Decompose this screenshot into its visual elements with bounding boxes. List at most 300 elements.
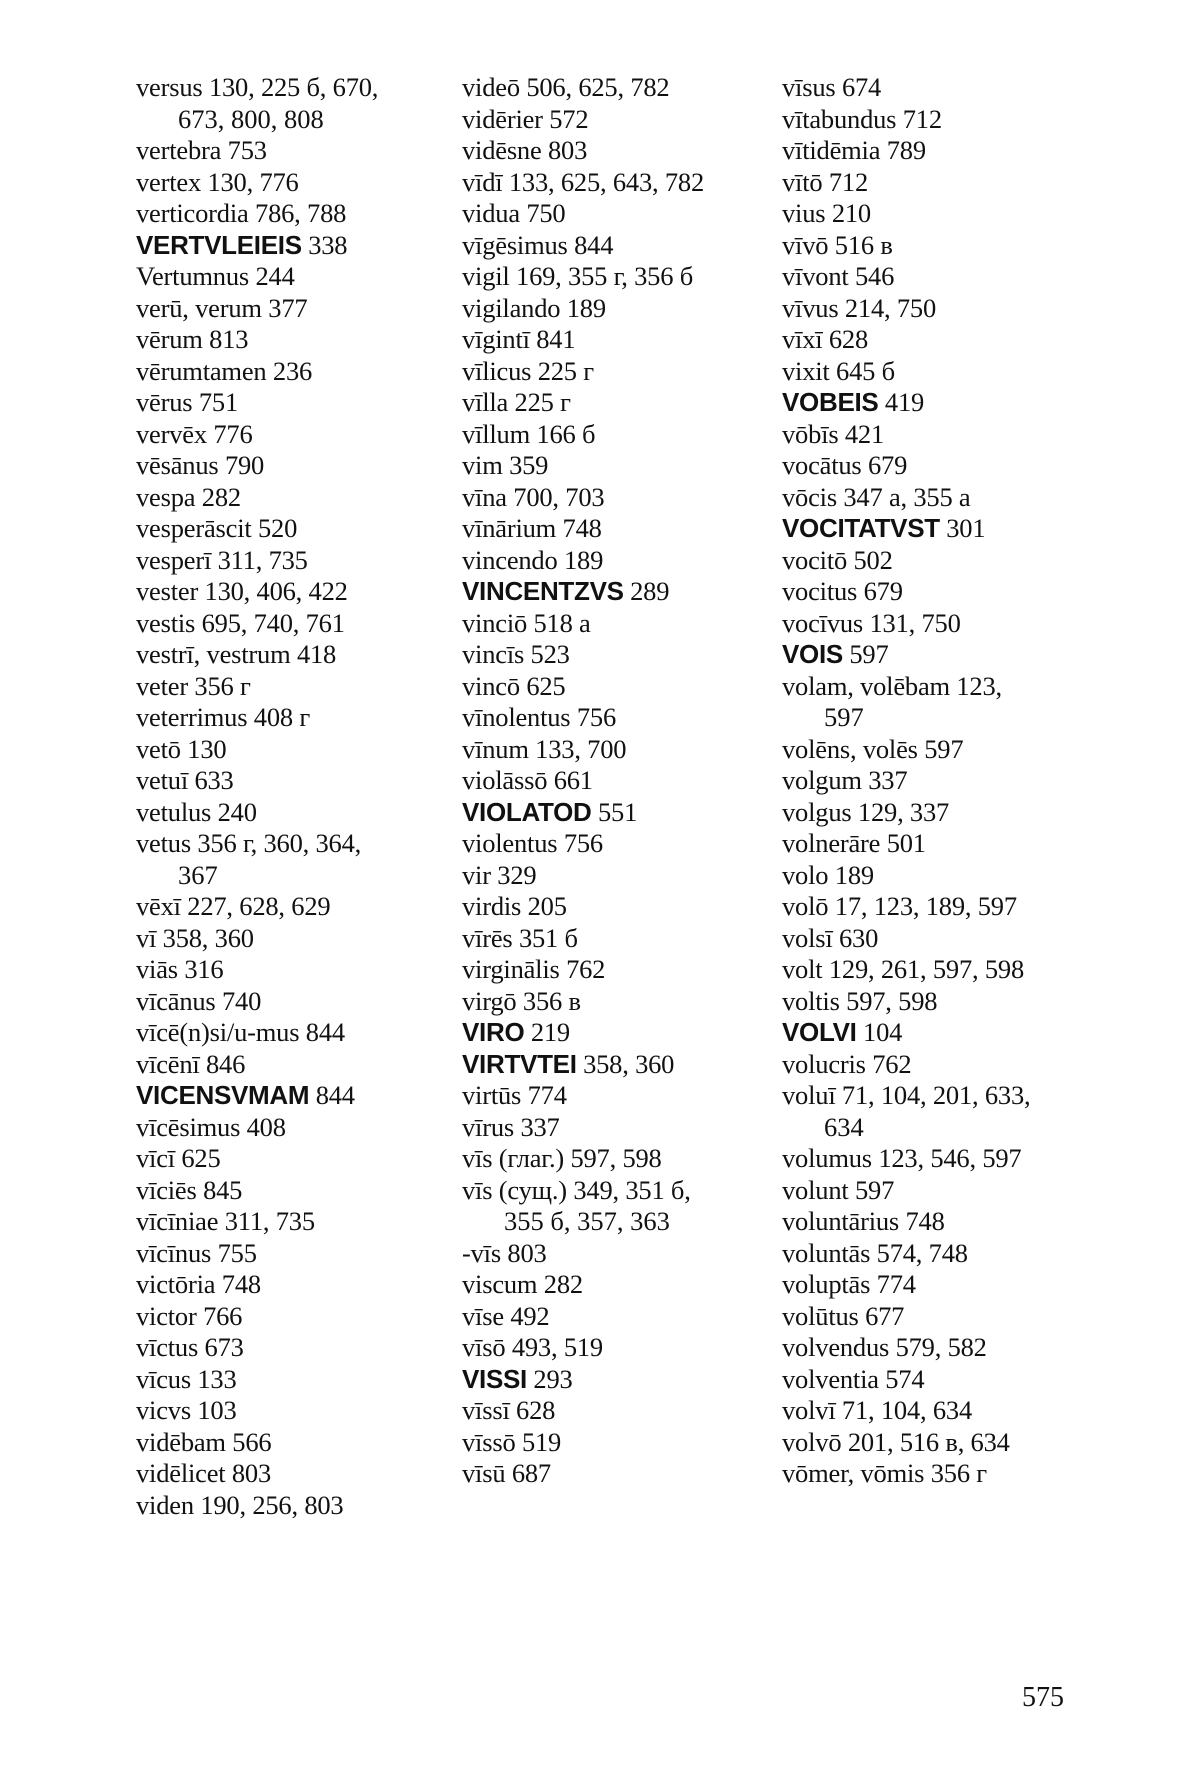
entry-page-refs: 574	[885, 1363, 925, 1394]
index-entry	[136, 608, 466, 640]
entry-word: vius	[782, 198, 826, 228]
index-entry	[136, 1301, 466, 1333]
index-entry	[782, 1143, 1112, 1175]
index-entry	[136, 891, 466, 923]
index-entry	[782, 1301, 1112, 1333]
entry-page-refs: 71, 104, 634	[841, 1395, 973, 1425]
index-entry-inscription	[782, 1017, 1112, 1049]
entry-word: vocīvus	[782, 607, 864, 638]
entry-word: vērumtamen	[136, 355, 267, 386]
entry-page-refs: 131, 750	[869, 607, 961, 638]
entry-page-refs: 189	[563, 544, 604, 575]
index-entry	[136, 1364, 466, 1396]
entry-word: voluptās	[782, 1269, 871, 1299]
entry-word: verū, verum	[136, 292, 262, 323]
entry-page-refs: 574, 748	[876, 1237, 968, 1268]
index-entry	[462, 702, 780, 734]
index-entry	[136, 639, 466, 671]
entry-page-refs: 748	[562, 513, 602, 543]
entry-page-refs: 166 б	[536, 418, 596, 449]
entry-word: volventia	[782, 1363, 879, 1394]
index-entry	[782, 576, 1112, 608]
index-entry	[136, 261, 466, 293]
index-entry	[462, 671, 780, 703]
entry-word: vīnolentus	[462, 702, 571, 732]
entry-page-refs: 518 а	[533, 607, 591, 638]
entry-page-refs: 625	[526, 670, 566, 701]
entry-word: vīsō	[462, 1332, 506, 1362]
entry-word: vesperī	[136, 544, 212, 575]
index-entry	[136, 1206, 466, 1238]
entry-page-refs: 103	[197, 1395, 237, 1425]
entry-word: VISSI	[462, 1363, 527, 1394]
entry-page-refs: 845	[203, 1174, 243, 1205]
entry-word: vīdī	[462, 166, 503, 197]
entry-page-refs: 501	[886, 828, 926, 858]
index-entry	[136, 324, 466, 356]
index-entry	[462, 513, 780, 545]
entry-word: veter	[136, 670, 188, 701]
entry-page-refs: 789	[886, 135, 926, 165]
index-entry	[136, 387, 466, 419]
entry-page-refs: 502	[853, 544, 893, 575]
entry-page-refs: 566	[232, 1426, 272, 1457]
entry-page-refs: 240	[217, 796, 257, 827]
entry-word: veterrimus	[136, 702, 248, 732]
entry-page-refs: 356 в	[522, 985, 581, 1016]
entry-page-refs: 210	[831, 198, 871, 228]
entry-word: vetuī	[136, 765, 188, 795]
entry-word: violentus	[462, 828, 558, 858]
entry-page-refs: 169, 355 г, 356 б	[516, 261, 693, 291]
index-entry	[782, 1175, 1112, 1207]
entry-word: voluī	[782, 1080, 836, 1110]
entry-page-refs: 661	[553, 765, 593, 795]
entry-word: vincendo	[462, 544, 558, 575]
entry-word: vīcēnī	[136, 1048, 200, 1079]
entry-page-refs: 214, 750	[844, 292, 937, 323]
entry-word: VINCENTZVS	[462, 576, 624, 606]
entry-page-refs: 597, 598	[846, 985, 938, 1016]
index-entry	[782, 230, 1112, 262]
entry-page-refs: 766	[203, 1300, 243, 1331]
index-entry	[136, 734, 466, 766]
index-entry	[782, 671, 1112, 703]
entry-word: vertebra	[136, 135, 222, 165]
entry-page-refs: 244	[255, 261, 295, 291]
entry-page-refs: 205	[527, 891, 567, 921]
index-entry	[136, 1395, 466, 1427]
entry-word: VIOLATOD	[462, 796, 592, 827]
entry-word: VOBEIS	[782, 387, 879, 417]
index-entry	[462, 828, 780, 860]
entry-word: vōcis	[782, 481, 837, 512]
index-entry	[782, 104, 1112, 136]
index-entry	[782, 419, 1112, 451]
entry-page-refs: 628	[516, 1395, 556, 1425]
entry-page-refs: 844	[315, 1080, 355, 1110]
entry-page-refs: 316	[184, 954, 224, 984]
index-entry	[782, 608, 1112, 640]
entry-page-refs: 679	[868, 450, 908, 480]
entry-page-refs: 104	[863, 1017, 903, 1047]
entry-word: vīsū	[462, 1458, 506, 1488]
index-entry	[782, 734, 1112, 766]
entry-word: vidēlicet	[136, 1458, 226, 1488]
index-entry-inscription	[782, 513, 1112, 545]
entry-word: volvendus	[782, 1332, 890, 1362]
entry-word: vīnum	[462, 733, 529, 764]
index-entry	[462, 860, 780, 892]
index-entry	[136, 765, 466, 797]
entry-page-refs: 130	[187, 733, 227, 764]
entry-word: volt	[782, 954, 823, 984]
entry-word: vīvō	[782, 229, 829, 260]
entry-page-refs: 786, 788	[255, 198, 347, 228]
index-entry	[782, 923, 1112, 955]
entry-word: vīcīniae	[136, 1206, 219, 1236]
index-entry-inscription	[462, 1017, 780, 1049]
entry-page-refs: 673	[204, 1332, 244, 1362]
index-entry	[462, 765, 780, 797]
entry-page-refs: 227, 628, 629	[187, 891, 331, 921]
index-entry	[782, 1427, 1112, 1459]
index-entry	[782, 293, 1112, 325]
entry-word: viās	[136, 954, 178, 984]
index-entry	[782, 135, 1112, 167]
entry-word: volo	[782, 859, 829, 890]
entry-word: vīllum	[462, 418, 531, 449]
index-entry	[136, 671, 466, 703]
entry-word: vīvont	[782, 261, 849, 291]
entry-word: vīse	[462, 1300, 504, 1331]
entry-page-refs: 351 б	[518, 922, 578, 953]
index-entry	[782, 1364, 1112, 1396]
entry-word: vīctus	[136, 1332, 199, 1362]
index-entry	[462, 198, 780, 230]
entry-word: VOCITATVST	[782, 513, 940, 543]
entry-page-refs: 301	[946, 513, 986, 543]
entry-word: viden	[136, 1489, 194, 1520]
index-entry	[136, 198, 466, 230]
entry-word: vīlla	[462, 387, 509, 417]
entry-page-refs: 841	[536, 324, 576, 354]
entry-page-refs: 625	[181, 1143, 221, 1173]
entry-word: vīssī	[462, 1395, 510, 1425]
entry-page-refs: 677	[865, 1300, 905, 1331]
entry-page-refs: 311, 735	[217, 544, 308, 575]
entry-page-refs: 712	[828, 166, 869, 197]
entry-word: voluntās	[782, 1237, 871, 1268]
entry-page-refs: 130, 225 б, 670,	[208, 72, 379, 102]
entry-word: vocātus	[782, 450, 862, 480]
entry-page-refs: 225 г	[537, 355, 594, 386]
entry-word: vōmer, vōmis	[782, 1458, 925, 1488]
entry-page-refs: 844	[305, 1017, 345, 1047]
entry-page-refs: 687	[511, 1458, 551, 1488]
entry-word: vetus	[136, 828, 191, 858]
index-entry	[136, 419, 466, 451]
entry-word: vesperāscit	[136, 513, 252, 543]
index-entry	[462, 923, 780, 955]
entry-page-refs: 630	[838, 922, 879, 953]
entry-word: vincīs	[462, 639, 525, 669]
entry-word: vērum	[136, 324, 203, 354]
entry-page-refs: 774	[527, 1080, 567, 1110]
entry-page-refs: 645 б	[836, 355, 895, 386]
entry-word: VICENSVMAM	[136, 1080, 310, 1110]
entry-word: vīrus	[462, 1111, 515, 1142]
index-entry	[136, 702, 466, 734]
entry-word: vēsānus	[136, 450, 219, 480]
entry-word: voltis	[782, 985, 840, 1016]
index-entry	[136, 293, 466, 325]
index-entry	[136, 72, 466, 104]
entry-page-refs: 776	[213, 418, 253, 449]
entry-page-refs: 803	[231, 1458, 272, 1488]
entry-page-refs: 236	[272, 355, 313, 386]
entry-word: volgus	[782, 796, 852, 827]
entry-word: vertex	[136, 166, 202, 197]
entry-page-refs: 289	[630, 576, 670, 606]
entry-page-refs: 740	[222, 985, 262, 1016]
entry-word: videō	[462, 72, 520, 102]
entry-word: viscum	[462, 1269, 538, 1299]
index-entry	[782, 167, 1112, 199]
entry-word: volumus	[782, 1143, 872, 1173]
entry-page-refs: 358, 360	[583, 1048, 675, 1079]
entry-word: VOIS	[782, 639, 843, 669]
entry-word: vicvs	[136, 1395, 191, 1425]
index-entry	[462, 356, 780, 388]
index-entry	[136, 167, 466, 199]
index-entry-inscription	[782, 387, 1112, 419]
entry-page-refs: 579, 582	[895, 1332, 987, 1362]
entry-word: vīxī	[782, 324, 823, 354]
entry-page-refs: 844	[574, 229, 614, 260]
index-entry	[462, 387, 780, 419]
index-entry	[782, 986, 1112, 1018]
entry-word: vērus	[136, 387, 193, 417]
index-entry	[782, 1206, 1112, 1238]
entry-word: vīlicus	[462, 355, 532, 386]
entry-page-refs: 516 в	[834, 229, 893, 260]
entry-page-refs: 695, 740, 761	[201, 607, 345, 638]
entry-page-refs: 282	[543, 1269, 583, 1299]
entry-word: volucris	[782, 1048, 866, 1079]
index-entry	[462, 734, 780, 766]
entry-word: vīcē(n)si/u-mus	[136, 1017, 300, 1047]
entry-page-refs: 506, 625, 782	[526, 72, 670, 102]
entry-page-refs: 337	[868, 765, 908, 795]
index-entry	[462, 608, 780, 640]
index-entry	[782, 1395, 1112, 1427]
entry-word: vigil	[462, 261, 510, 291]
entry-word: violāssō	[462, 765, 548, 795]
entry-word: vigilando	[462, 292, 561, 323]
entry-page-refs: 356 г, 360, 364,	[197, 828, 362, 858]
index-entry-inscription	[782, 639, 1112, 671]
entry-page-refs: 712	[902, 103, 942, 134]
index-entry	[782, 1269, 1112, 1301]
entry-page-refs: 71, 104, 201, 633,	[841, 1080, 1031, 1110]
entry-word: vester	[136, 576, 199, 606]
entry-word: victōria	[136, 1269, 216, 1299]
index-entry	[462, 324, 780, 356]
entry-word: vōbīs	[782, 418, 839, 449]
entry-page-refs: 219	[530, 1017, 570, 1047]
entry-word: vocitus	[782, 576, 858, 606]
index-entry	[136, 1490, 466, 1522]
index-entry	[136, 1143, 466, 1175]
index-entry	[136, 986, 466, 1018]
entry-word: vetulus	[136, 796, 212, 827]
index-entry	[136, 1017, 466, 1049]
index-entry	[136, 1427, 466, 1459]
index-entry	[136, 797, 466, 829]
entry-page-refs: 338	[308, 229, 348, 260]
entry-page-refs: 190, 256, 803	[200, 1489, 344, 1520]
index-entry-inscription	[462, 576, 780, 608]
entry-page-refs: 803	[507, 1237, 547, 1268]
entry-word: vīciēs	[136, 1174, 197, 1205]
entry-word: vīcus	[136, 1363, 191, 1394]
index-entry	[782, 1049, 1112, 1081]
entry-page-refs: 189	[566, 292, 606, 323]
index-column-2	[462, 72, 780, 1490]
index-entry	[782, 1332, 1112, 1364]
index-column-1	[136, 72, 466, 1521]
index-entry	[136, 1269, 466, 1301]
entry-page-refs: 133, 700	[535, 733, 627, 764]
entry-page-refs: 551	[597, 796, 638, 827]
entry-page-refs: 359	[509, 450, 549, 480]
entry-page-refs: 129, 337	[857, 796, 950, 827]
entry-word: vīcī	[136, 1143, 175, 1173]
index-entry	[462, 104, 780, 136]
entry-page-refs: 123,	[956, 670, 1002, 701]
entry-page-refs: 408 г	[253, 702, 311, 732]
entry-page-refs: 311, 735	[224, 1206, 315, 1236]
entry-page-refs: 282	[201, 481, 241, 512]
index-entry	[782, 324, 1112, 356]
entry-word: -vīs	[462, 1237, 501, 1268]
entry-page-refs: 356 г	[930, 1458, 987, 1488]
index-entry	[136, 1175, 466, 1207]
index-entry-inscription	[462, 797, 780, 829]
entry-word: vīssō	[462, 1426, 516, 1457]
index-entry-inscription	[462, 1364, 780, 1396]
index-entry	[782, 482, 1112, 514]
entry-page-refs: 755	[217, 1237, 257, 1268]
entry-word: vīs (сущ.)	[462, 1174, 567, 1205]
entry-page-refs: 813	[209, 324, 249, 354]
entry-page-refs: 17, 123, 189, 597	[834, 891, 1017, 921]
entry-word: vetō	[136, 733, 181, 764]
index-entry	[136, 923, 466, 955]
entry-page-refs: 123, 546, 597	[878, 1143, 1022, 1173]
page-number: 575	[1022, 1682, 1064, 1713]
index-entry	[462, 135, 780, 167]
index-entry	[462, 1332, 780, 1364]
index-entry	[136, 545, 466, 577]
entry-word: vervēx	[136, 418, 207, 449]
entry-page-refs: 201, 516 в, 634	[847, 1426, 1010, 1457]
entry-word: vītabundus	[782, 103, 897, 134]
entry-page-refs: 748	[221, 1269, 261, 1299]
entry-word: vī	[136, 922, 157, 953]
entry-word: vīcānus	[136, 985, 216, 1016]
entry-page-refs: 129, 261, 597, 598	[828, 954, 1025, 984]
index-entry	[136, 576, 466, 608]
entry-page-refs: 633	[194, 765, 234, 795]
entry-page-refs: 597	[924, 733, 964, 764]
index-entry	[462, 1112, 780, 1144]
entry-word: volam, volēbam	[782, 670, 950, 701]
entry-word: vīcēsimus	[136, 1111, 241, 1142]
index-entry-inscription	[136, 230, 466, 262]
entry-word: vespa	[136, 481, 196, 512]
index-entry	[782, 545, 1112, 577]
index-entry	[782, 356, 1112, 388]
entry-word: virgō	[462, 985, 517, 1016]
index-entry	[782, 954, 1112, 986]
index-entry-inscription	[462, 1049, 780, 1081]
index-entry	[136, 1458, 466, 1490]
entry-word: vīvus	[782, 292, 839, 323]
index-entry	[136, 1332, 466, 1364]
index-entry	[782, 797, 1112, 829]
index-entry	[462, 230, 780, 262]
index-entry	[462, 545, 780, 577]
entry-word: vītō	[782, 166, 823, 197]
index-entry	[782, 198, 1112, 230]
index-entry	[462, 482, 780, 514]
index-entry	[136, 135, 466, 167]
index-entry	[462, 1238, 780, 1270]
entry-word: vestis	[136, 607, 196, 638]
entry-continuation: 355 б, 357, 363	[504, 1206, 670, 1236]
entry-page-refs: 750	[526, 198, 566, 228]
index-entry	[462, 167, 780, 199]
entry-page-refs: 493, 519	[511, 1332, 603, 1362]
entry-page-refs: 225 г	[514, 387, 571, 417]
index-entry	[462, 954, 780, 986]
entry-page-refs: 189	[834, 859, 874, 890]
entry-word: vīrēs	[462, 922, 513, 953]
index-entry	[136, 450, 466, 482]
entry-word: verticordia	[136, 198, 249, 228]
entry-page-refs: 756	[576, 702, 617, 732]
entry-page-refs: 572	[549, 103, 589, 134]
index-entry	[136, 356, 466, 388]
index-entry	[782, 1238, 1112, 1270]
index-entry	[462, 1175, 780, 1207]
entry-word: vīgintī	[462, 324, 530, 354]
entry-word: vinciō	[462, 607, 528, 638]
entry-continuation: 673, 800, 808	[178, 103, 324, 134]
index-column-3	[782, 72, 1112, 1490]
index-entry	[782, 891, 1112, 923]
index-entry	[462, 986, 780, 1018]
entry-word: vestrī, vestrum	[136, 639, 291, 669]
entry-word: VERTVLEIEIS	[136, 229, 302, 260]
index-entry	[782, 765, 1112, 797]
entry-word: vidua	[462, 198, 520, 228]
index-entry	[782, 860, 1112, 892]
entry-page-refs: 293	[533, 1363, 573, 1394]
entry-word: volō	[782, 891, 829, 921]
